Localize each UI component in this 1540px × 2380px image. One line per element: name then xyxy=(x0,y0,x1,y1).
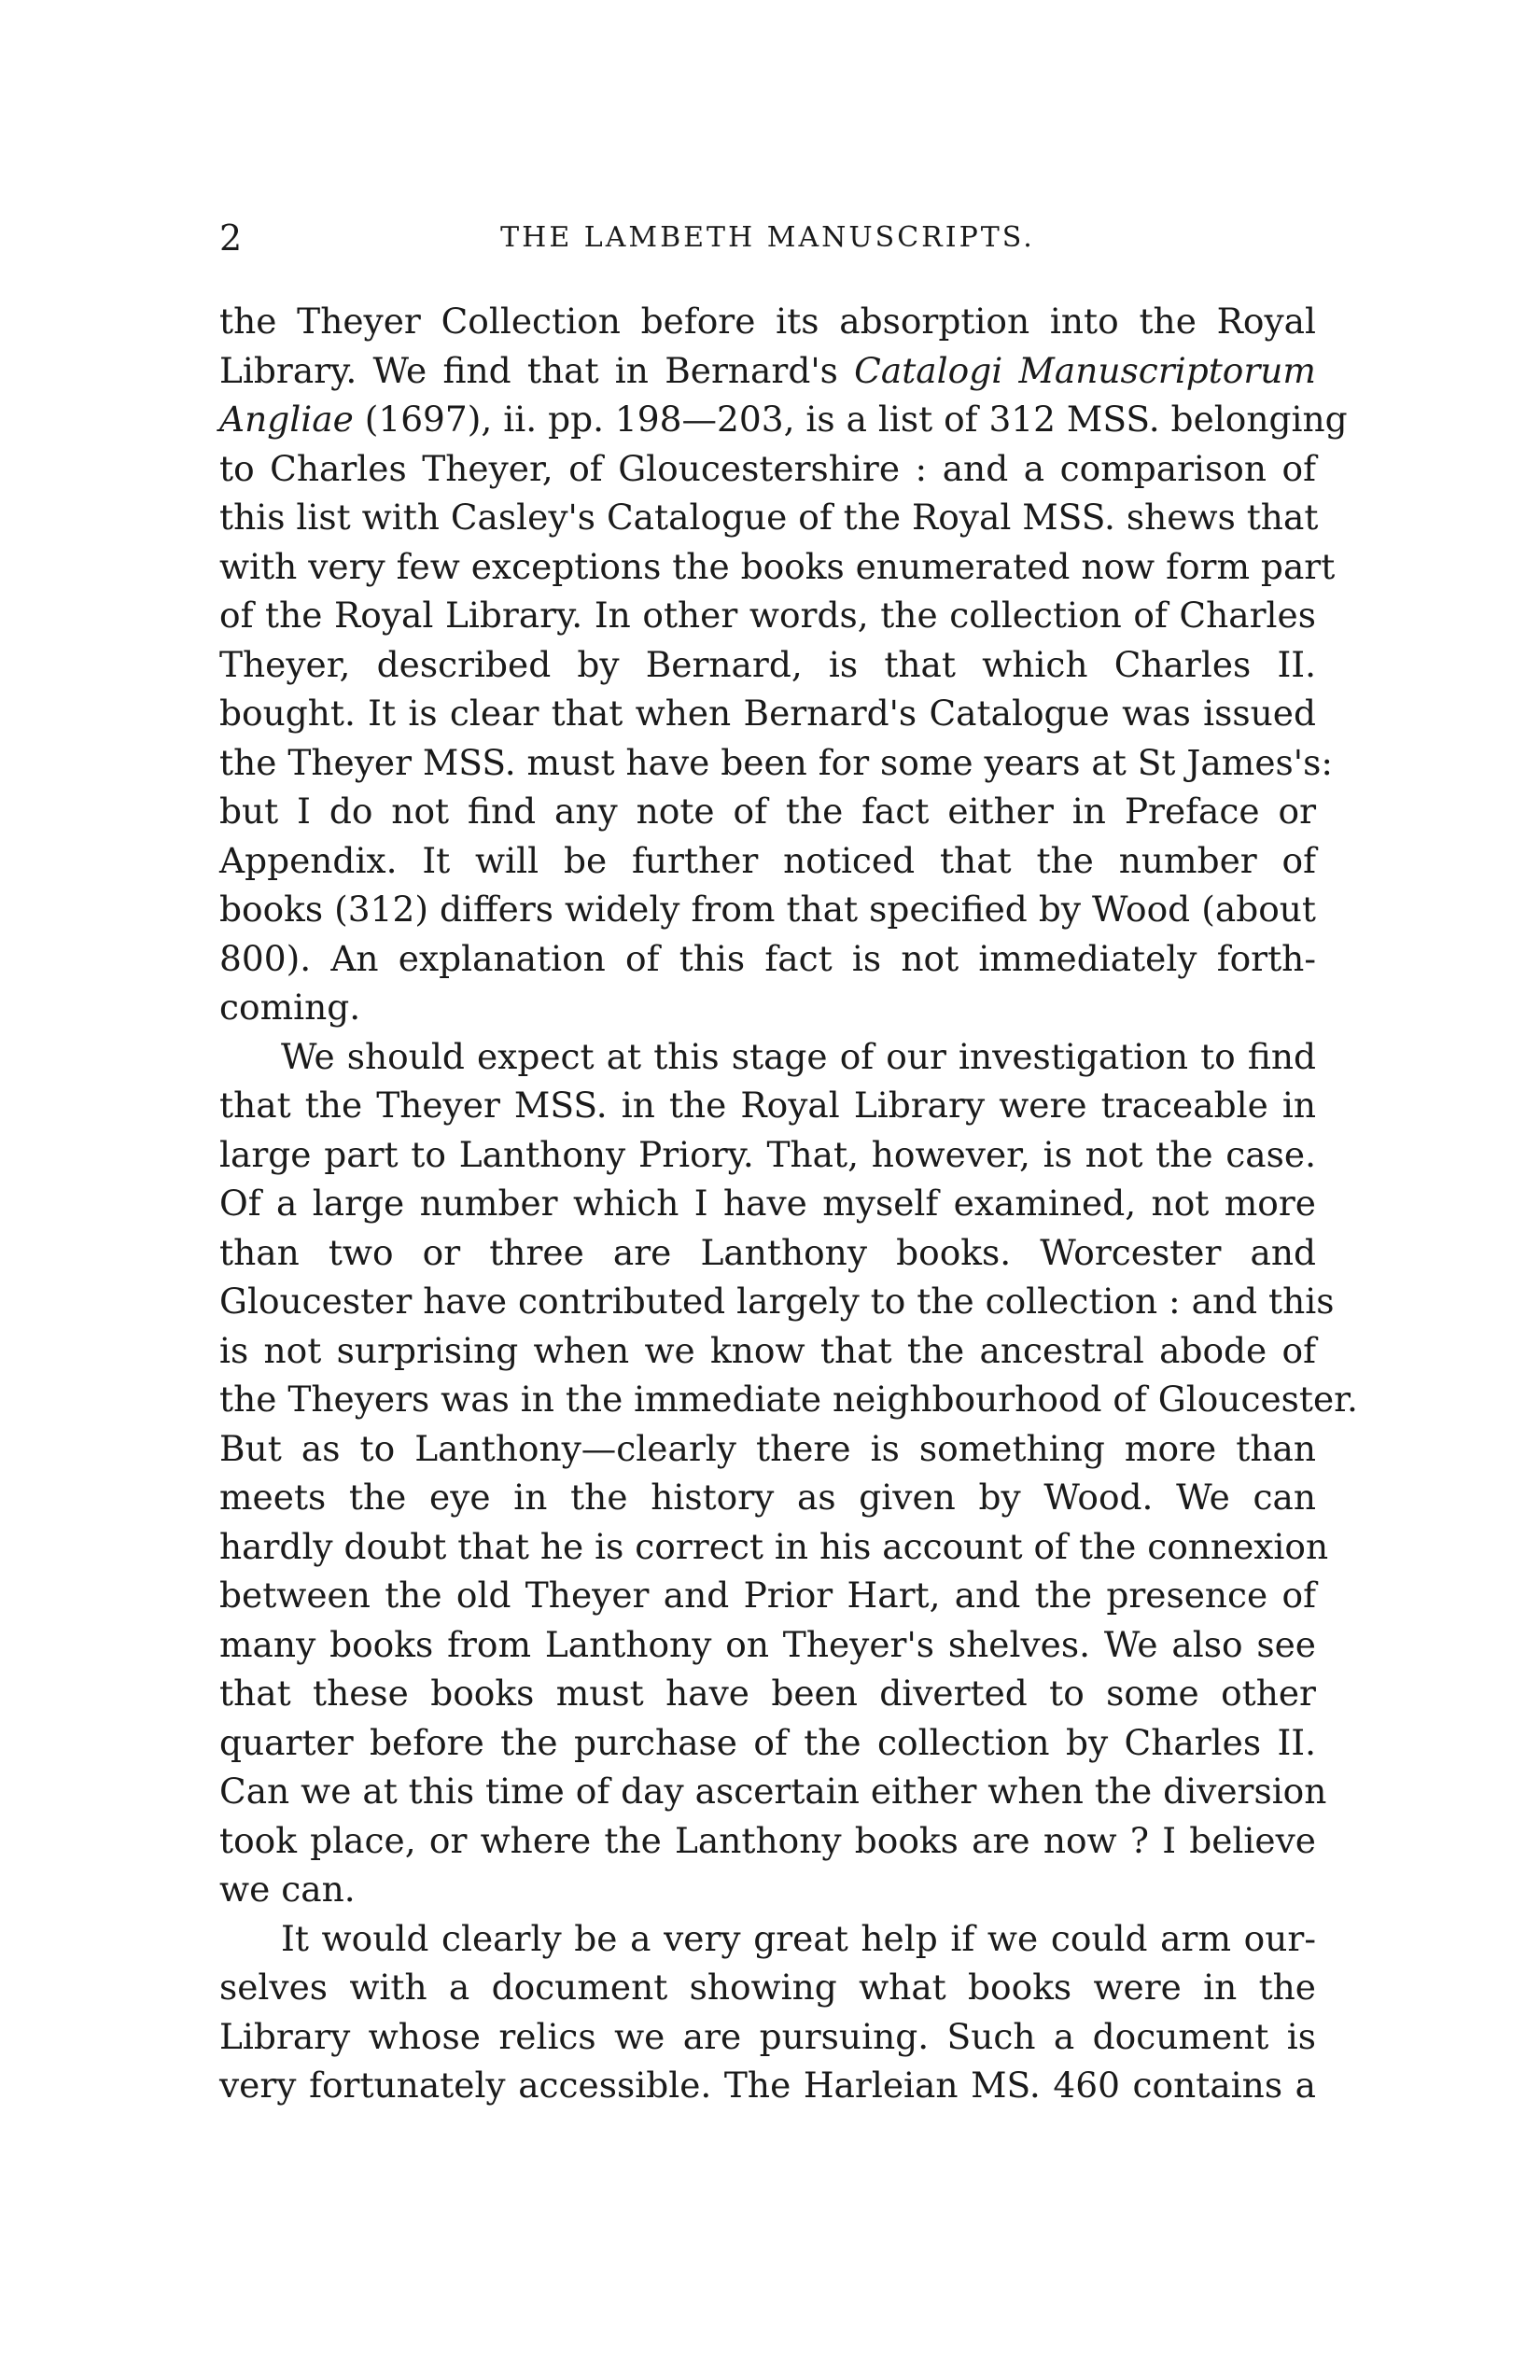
text-line: Of a large number which I have myself examined, not more xyxy=(219,1183,1316,1224)
text-line: than two or three are Lanthony books. Worcester and xyxy=(219,1231,1316,1273)
text-line-start: Library. We find that in Bernard's xyxy=(219,349,855,391)
paragraph-2 xyxy=(219,1032,1358,1914)
text-line xyxy=(219,346,1316,396)
text-line: but I do not find any note of the fact either in Preface or xyxy=(219,791,1316,832)
text-line: that the Theyer MSS. in the Royal Library were traceable in xyxy=(219,1085,1316,1126)
italic-title-end: Angliae xyxy=(219,399,354,440)
text-line: many books from Lanthony on Theyer's shelves. We also see xyxy=(219,1623,1316,1665)
paragraph-3 xyxy=(219,1914,1316,2110)
text-line: we can. xyxy=(219,1869,356,1910)
text-line: Appendix. It will be further noticed that the number of xyxy=(219,839,1316,881)
text-line: selves with a document showing what books were in the xyxy=(219,1967,1316,2008)
text-line: Can we at this time of day ascertain either when the diversion xyxy=(219,1771,1327,1812)
text-line: took place, or where the Lanthony books are now ? I believe xyxy=(219,1819,1316,1861)
text-line: Theyer, described by Bernard, is that which Charles II. xyxy=(219,643,1316,685)
text-line-rest: (1697), ii. pp. 198—203, is a list of 312 MSS. belonging xyxy=(364,399,1348,440)
text-line: bought. It is clear that when Bernard's Catalogue was issued xyxy=(219,693,1316,734)
text-line: to Charles Theyer, of Gloucestershire : and a comparison of xyxy=(219,447,1316,489)
page-number: 2 xyxy=(219,217,243,259)
text-line: very fortunately accessible. The Harleian MS. 460 contains a xyxy=(219,2065,1316,2106)
text-line: is not surprising when we know that the ancestral abode of xyxy=(219,1329,1316,1371)
text-line: the Theyer MSS. must have been for some years at St James's: xyxy=(219,741,1333,783)
text-line: We should expect at this stage of our investigation to find xyxy=(281,1035,1316,1077)
text-line: that these books must have been diverted to some other xyxy=(219,1673,1316,1714)
text-line: this list with Casley's Catalogue of the Royal MSS. shews that xyxy=(219,497,1319,538)
text-line: hardly doubt that he is correct in his account of the connexion xyxy=(219,1525,1329,1567)
text-line: of the Royal Library. In other words, the collection of Charles xyxy=(219,595,1316,636)
text-line: books (312) differs widely from that specified by Wood (about xyxy=(219,889,1316,930)
text-line: It would clearly be a very great help if we could arm our- xyxy=(281,1917,1316,1959)
running-head xyxy=(219,210,1316,266)
text-line: the Theyer Collection before its absorption into the Royal xyxy=(219,301,1316,342)
running-title: THE LAMBETH MANUSCRIPTS. xyxy=(500,221,1035,254)
text-line: the Theyers was in the immediate neighbourhood of Gloucester. xyxy=(219,1379,1358,1420)
text-line: with very few exceptions the books enumerated now form part xyxy=(219,545,1336,587)
text-line: 800). An explanation of this fact is not immediately forth- xyxy=(219,937,1316,979)
text-line: Gloucester have contributed largely to the collection : and this xyxy=(219,1281,1335,1322)
paragraph-1 xyxy=(219,297,1348,1032)
text-line: quarter before the purchase of the collection by Charles II. xyxy=(219,1721,1316,1763)
text-line: large part to Lanthony Priory. That, however, is not the case. xyxy=(219,1133,1316,1175)
italic-title: Catalogi Manuscriptorum xyxy=(854,349,1316,391)
text-line: meets the eye in the history as given by Wood. We can xyxy=(219,1477,1316,1518)
body-text xyxy=(219,297,1358,2110)
text-line: Library whose relics we are pursuing. Such a document is xyxy=(219,2015,1316,2057)
text-line xyxy=(219,395,1348,444)
text-line: coming. xyxy=(219,987,361,1028)
text-line: between the old Theyer and Prior Hart, and the presence of xyxy=(219,1575,1316,1616)
text-line: But as to Lanthony—clearly there is something more than xyxy=(219,1427,1316,1469)
